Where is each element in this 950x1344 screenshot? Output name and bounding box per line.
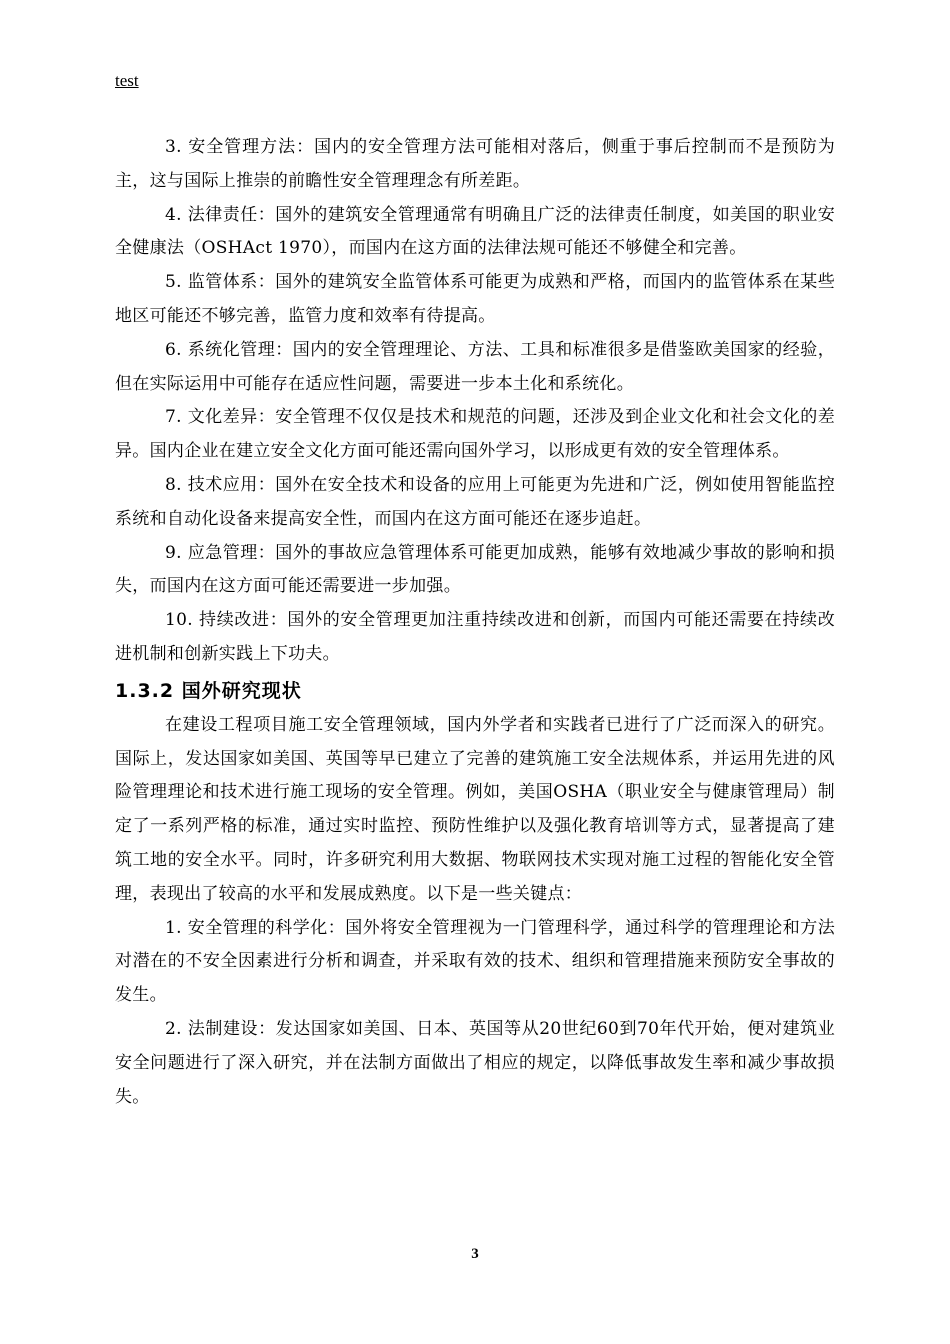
paragraph-cultural-differences: 7. 文化差异：安全管理不仅仅是技术和规范的问题，还涉及到企业文化和社会文化的差异。国内企业在建立安全文化方面可能还需向国外学习，以形成更有效的安全管理体系。 [115, 407, 835, 462]
paragraph-legal-responsibility: 4. 法律责任：国外的建筑安全管理通常有明确且广泛的法律责任制度，如美国的职业安全健康法（OSHAct 1970），而国内在这方面的法律法规可能还不够健全和完善。 [115, 204, 835, 259]
paragraph-safety-methods: 3. 安全管理方法：国内的安全管理方法可能相对落后，侧重于事后控制而不是预防为主，这与国际上推崇的前瞻性安全管理理念有所差距。 [115, 137, 835, 191]
section-heading: 1.3.2 国外研究现状 [115, 679, 302, 702]
paragraph-continuous-improvement: 10. 持续改进：国外的安全管理更加注重持续改进和创新，而国内可能还需要在持续改进机制和创新实践上下功夫。 [115, 610, 835, 664]
paragraph-technology-application: 8. 技术应用：国外在安全技术和设备的应用上可能更为先进和广泛，例如使用智能监控系统和自动化设备来提高安全性，而国内在这方面可能还在逐步追赶。 [115, 474, 835, 529]
paragraph-foreign-research-intro: 在建设工程项目施工安全管理领域，国内外学者和实践者已进行了广泛而深入的研究。国际上，发达国家如美国、英国等早已建立了完善的建筑施工安全法规体系，并运用先进的风险管理理论和技术进行施工现场的安全管理。例如，美国OSHA（职业安全与健康管理局）制定了一系列严格的标准，通过实时监控、预防性维护以及强化教育培训等方式，显著提高了建筑工地的安全水平。同时，许多研究利用大数据、物联网技术实现对施工过程的智能化安全管理，表现出了较高的水平和发展成熟度。以下是一些关键点： [115, 714, 835, 904]
header-text: test [115, 71, 139, 90]
page-number: 3 [471, 1246, 479, 1262]
paragraph-emergency-management: 9. 应急管理：国外的事故应急管理体系可能更加成熟，能够有效地减少事故的影响和损失，而国内在这方面可能还需要进一步加强。 [115, 542, 835, 597]
paragraph-supervision-system: 5. 监管体系：国外的建筑安全监管体系可能更为成熟和严格，而国内的监管体系在某些地区可能还不够完善，监管力度和效率有待提高。 [115, 272, 835, 326]
paragraph-legal-construction: 2. 法制建设：发达国家如美国、日本、英国等从20世纪60到70年代开始，便对建筑业安全问题进行了深入研究，并在法制方面做出了相应的规定，以降低事故发生率和减少事故损失。 [115, 1018, 835, 1107]
document-body [115, 131, 835, 1114]
paragraph-scientific-management: 1. 安全管理的科学化：国外将安全管理视为一门管理科学，通过科学的管理理论和方法对潜在的不安全因素进行分析和调查，并采取有效的技术、组织和管理措施来预防安全事故的发生。 [115, 917, 835, 1006]
paragraph-systematic-management: 6. 系统化管理：国内的安全管理理论、方法、工具和标准很多是借鉴欧美国家的经验，但在实际运用中可能存在适应性问题，需要进一步本土化和系统化。 [115, 339, 835, 394]
